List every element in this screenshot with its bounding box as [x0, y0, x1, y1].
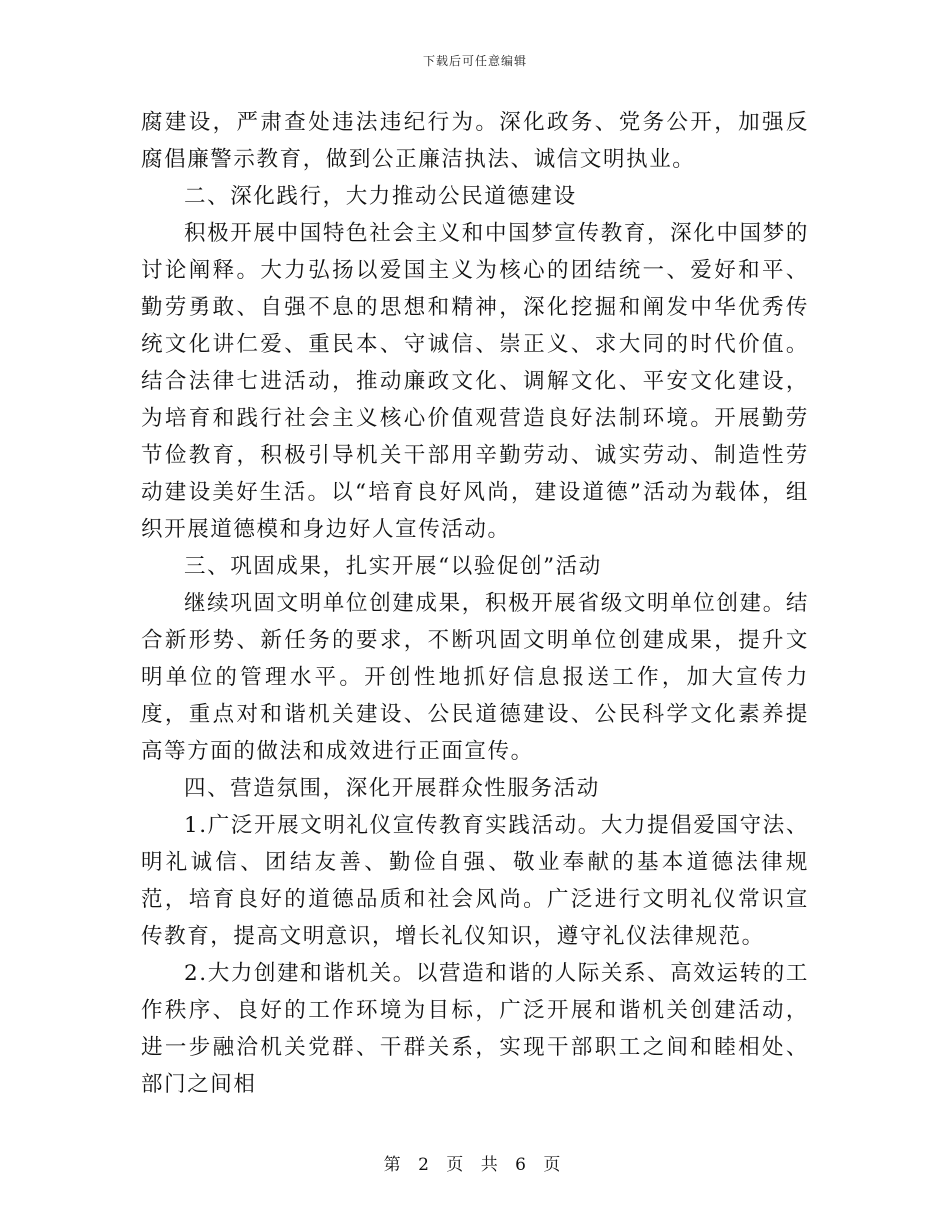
section-heading-3: 三、巩固成果，扎实开展“以验促创”活动 [184, 554, 602, 579]
page-header: 下载后可任意编辑 [422, 54, 527, 68]
page-number-footer: 第 2 页 共 6 页 [383, 1155, 567, 1175]
document-body [141, 104, 809, 1103]
paragraph-moral-construction: 积极开展中国特色社会主义和中国梦宣传教育，深化中国梦的讨论阐释。大力弘扬以爱国主义为核心的团结统一、爱好和平、勤劳勇敢、自强不息的思想和精神，深化挖掘和阐发中华优秀传统文化讲仁爱、重民本、守诚信、崇正义、求大同的时代价值。结合法律七进活动，推动廉政文化、调解文化、平安文化建设，为培育和践行社会主义核心价值观营造良好法制环境。开展勤劳节俭教育，积极引导机关干部用辛勤劳动、诚实劳动、制造性劳动建设美好生活。以“培育良好风尚，建设道德”活动为载体，组织开展道德模和身边好人宣传活动。 [141, 221, 809, 542]
paragraph-civilized-unit: 继续巩固文明单位创建成果，积极开展省级文明单位创建。结合新形势、新任务的要求，不断巩固文明单位创建成果，提升文明单位的管理水平。开创性地抓好信息报送工作，加大宣传力度，重点对和谐机关建设、公民道德建设、公民科学文化素养提高等方面的做法和成效进行正面宣传。 [141, 591, 809, 764]
paragraph-item-2: 2.大力创建和谐机关。以营造和谐的人际关系、高效运转的工作秩序、良好的工作环境为目标，广泛开展和谐机关创建活动，进一步融洽机关党群、干群关系，实现干部职工之间和睦相处、部门之间相 [141, 961, 809, 1097]
paragraph-item-1: 1.广泛开展文明礼仪宣传教育实践活动。大力提倡爱国守法、明礼诚信、团结友善、勤俭自强、敬业奉献的基本道德法律规范，培育良好的道德品质和社会风尚。广泛进行文明礼仪常识宣传教育，提高文明意识，增长礼仪知识，遵守礼仪法律规范。 [141, 813, 809, 949]
paragraph-continued: 腐建设，严肃查处违法违纪行为。深化政务、党务公开，加强反腐倡廉警示教育，做到公正廉洁执法、诚信文明执业。 [141, 110, 809, 172]
section-heading-2: 二、深化践行，大力推动公民道德建设 [184, 184, 577, 209]
section-heading-4: 四、营造氛围，深化开展群众性服务活动 [184, 776, 600, 801]
